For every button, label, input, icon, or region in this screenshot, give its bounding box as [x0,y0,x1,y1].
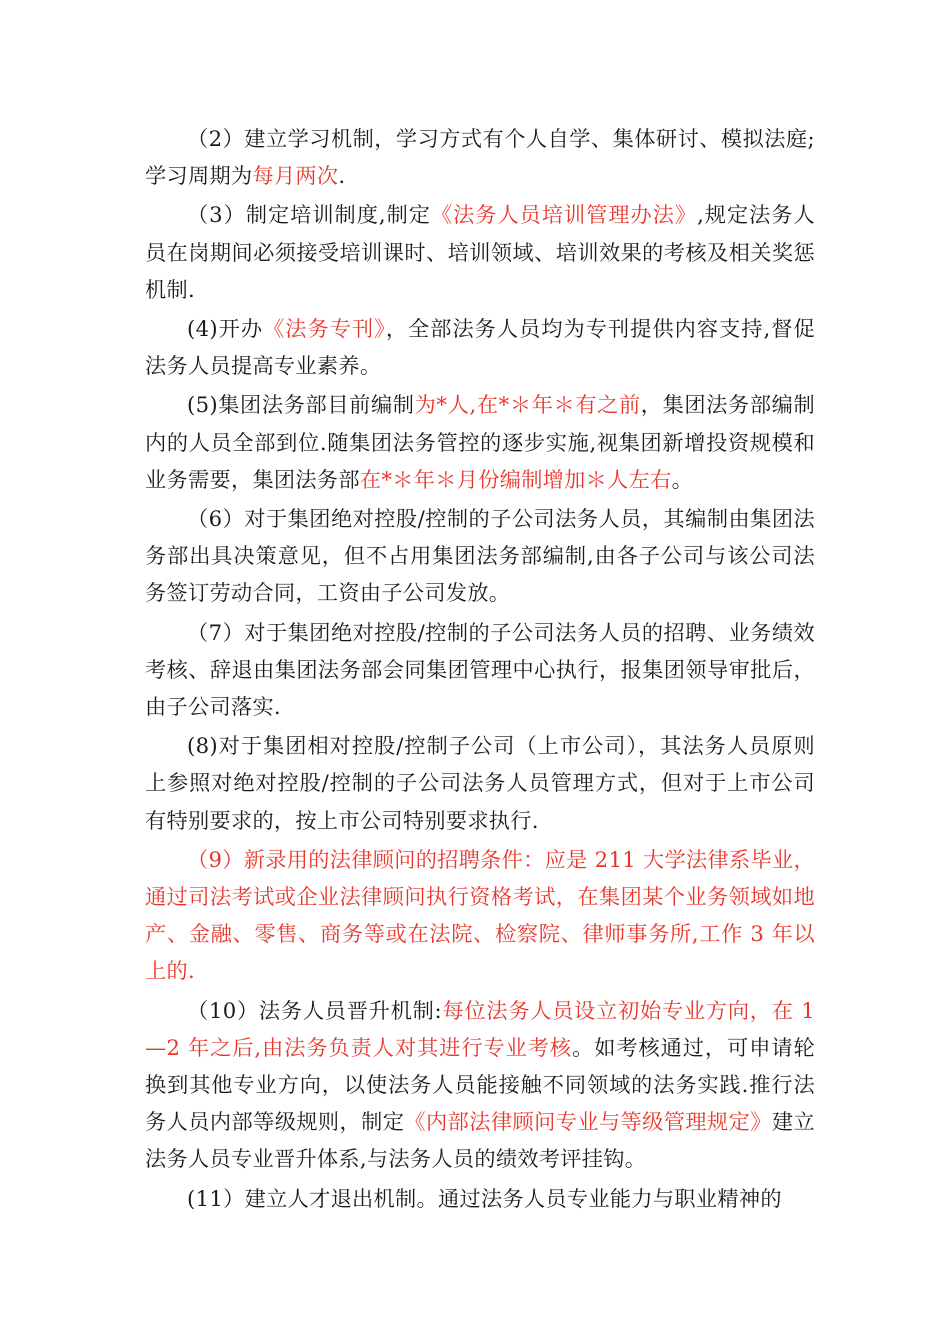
paragraph-7 [145,614,815,726]
paragraph-10-highlight-1: 每位法务人员设立初始专业方向，在 1—2 年之后,由法务负责人对其进行专业考核 [145,997,815,1060]
paragraph-8 [145,727,815,839]
paragraph-5-end: 。 [671,466,694,492]
paragraph-4 [145,310,815,384]
paragraph-6-text: （6）对于集团绝对控股/控制的子公司法务人员，其编制由集团法务部出具决策意见，但不占用集团法务部编制,由各子公司与该公司法务签订劳动合同，工资由子公司发放。 [145,506,815,606]
document-page [145,120,815,1219]
paragraph-2-text: （2）建立学习机制，学习方式有个人自学、集体研讨、模拟法庭;学习周期为 [145,126,815,189]
paragraph-11 [145,1180,815,1217]
paragraph-2-end: . [338,163,346,189]
paragraph-10-middle: 。如考核通过，可申请轮换到其他专业方向，以使法务人员能接触不同领域的法务实践.推行法务人员内部等级规则，制定 [145,1034,815,1135]
paragraph-10-end: 建立法务人员专业晋升体系,与法务人员的绩效考评挂钩。 [145,1109,815,1172]
paragraph-10-highlight-2: 《内部法律顾问专业与等级管理规定》 [404,1109,772,1135]
paragraph-5-highlight-1: 为*人,在*＊年＊有之前 [414,392,641,418]
paragraph-2 [145,120,815,194]
paragraph-9-highlight: （9）新录用的法律顾问的招聘条件：应是 211 大学法律系毕业，通过司法考试或企业法律顾问执行资格考试，在集团某个业务领域如地产、金融、零售、商务等或在法院、检察院、律师事务所,工作 3 年以上的. [145,846,815,984]
paragraph-5-highlight-2: 在*＊年＊月份编制增加＊人左右 [359,466,672,492]
paragraph-6 [145,500,815,612]
paragraph-10-text: （10）法务人员晋升机制: [187,997,442,1023]
paragraph-3-end: ,规定法务人员在岗期间必须接受培训课时、培训领域、培训效果的考核及相关奖惩机制. [145,202,815,302]
paragraph-7-text: （7）对于集团绝对控股/控制的子公司法务人员的招聘、业务绩效考核、辞退由集团法务部会同集团管理中心执行，报集团领导审批后，由子公司落实. [145,619,815,720]
paragraph-9 [145,841,815,990]
paragraph-5 [145,386,815,498]
paragraph-8-text: (8)对于集团相对控股/控制子公司（上市公司），其法务人员原则上参照对绝对控股/控制的子公司法务人员管理方式，但对于上市公司有特别要求的，按上市公司特别要求执行. [145,733,815,833]
paragraph-10 [145,992,815,1178]
paragraph-5-text: (5)集团法务部目前编制 [187,392,415,418]
paragraph-3 [145,196,815,308]
paragraph-2-highlight: 每月两次 [252,163,339,189]
paragraph-4-text: (4)开办 [187,316,264,342]
paragraph-3-text: （3）制定培训制度,制定 [187,202,431,228]
paragraph-4-highlight: 《法务专刊》 [263,316,386,342]
paragraph-5-middle: ，集团法务部编制内的人员全部到位.随集团法务管控的逐步实施,视集团新增投资规模和业务需要，集团法务部 [145,392,815,492]
paragraph-11-text: (11）建立人才退出机制。通过法务人员专业能力与职业精神的 [187,1185,782,1211]
paragraph-4-end: ，全部法务人员均为专刊提供内容支持,督促法务人员提高专业素养。 [145,316,816,379]
paragraph-3-highlight: 《法务人员培训管理办法》 [430,202,698,228]
